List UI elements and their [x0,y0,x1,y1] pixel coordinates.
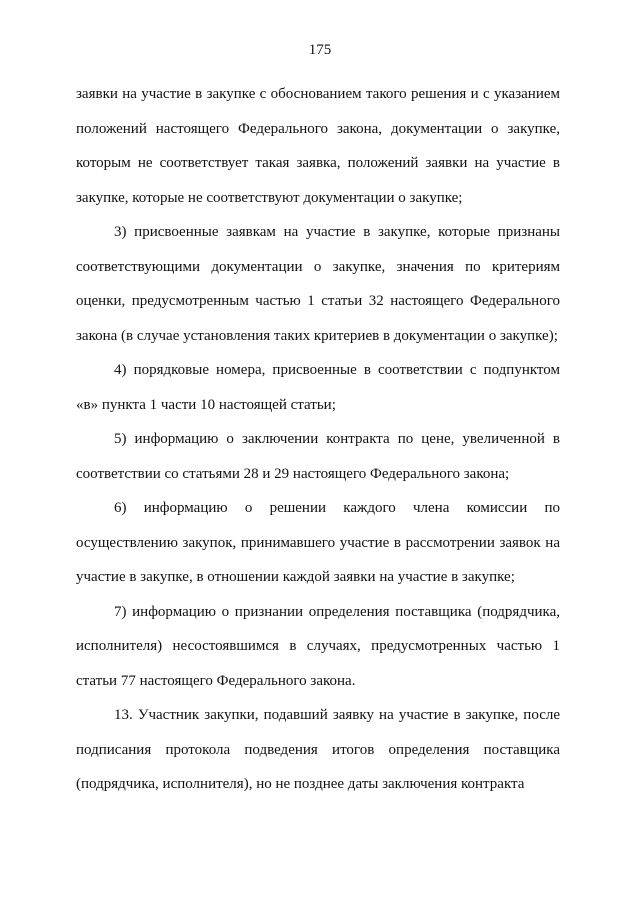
document-body [76,77,560,802]
page-number: 175 [308,42,332,58]
paragraph-item-3: 3) присвоенные заявкам на участие в закупке, которые признаны соответствующими документации о закупке, значения по критериям оценки, предусмотренным частью 1 статьи 32 настоящего Федерального закона (в случае установления таких критериев в документации о закупке); [76,224,560,344]
paragraph-item-6: 6) информацию о решении каждого члена комиссии по осуществлению закупок, принимавшего участие в рассмотрении заявок на участие в закупке, в отношении каждой заявки на участие в закупке; [76,500,560,585]
paragraph-item-7: 7) информацию о признании определения поставщика (подрядчика, исполнителя) несостоявшимся в случаях, предусмотренных частью 1 статьи 77 настоящего Федерального закона. [76,603,560,689]
paragraph-item-4: 4) порядковые номера, присвоенные в соответствии с подпунктом «в» пункта 1 части 10 настоящей статьи; [76,362,560,413]
paragraph-section-13: 13. Участник закупки, подавший заявку на участие в закупке, после подписания протокола подведения итогов определения поставщика (подрядчика, исполнителя), но не позднее даты заключения контракта [76,707,560,792]
paragraph-item-5: 5) информацию о заключении контракта по цене, увеличенной в соответствии со статьями 28 и 29 настоящего Федерального закона; [76,431,560,482]
paragraph-continuation: заявки на участие в закупке с обоснованием такого решения и с указанием положений настоящего Федерального закона, документации о закупке, которым не соответствует такая заявка, положений заявки на участие в закупке, которые не соответствуют документации о закупке; [76,86,560,206]
